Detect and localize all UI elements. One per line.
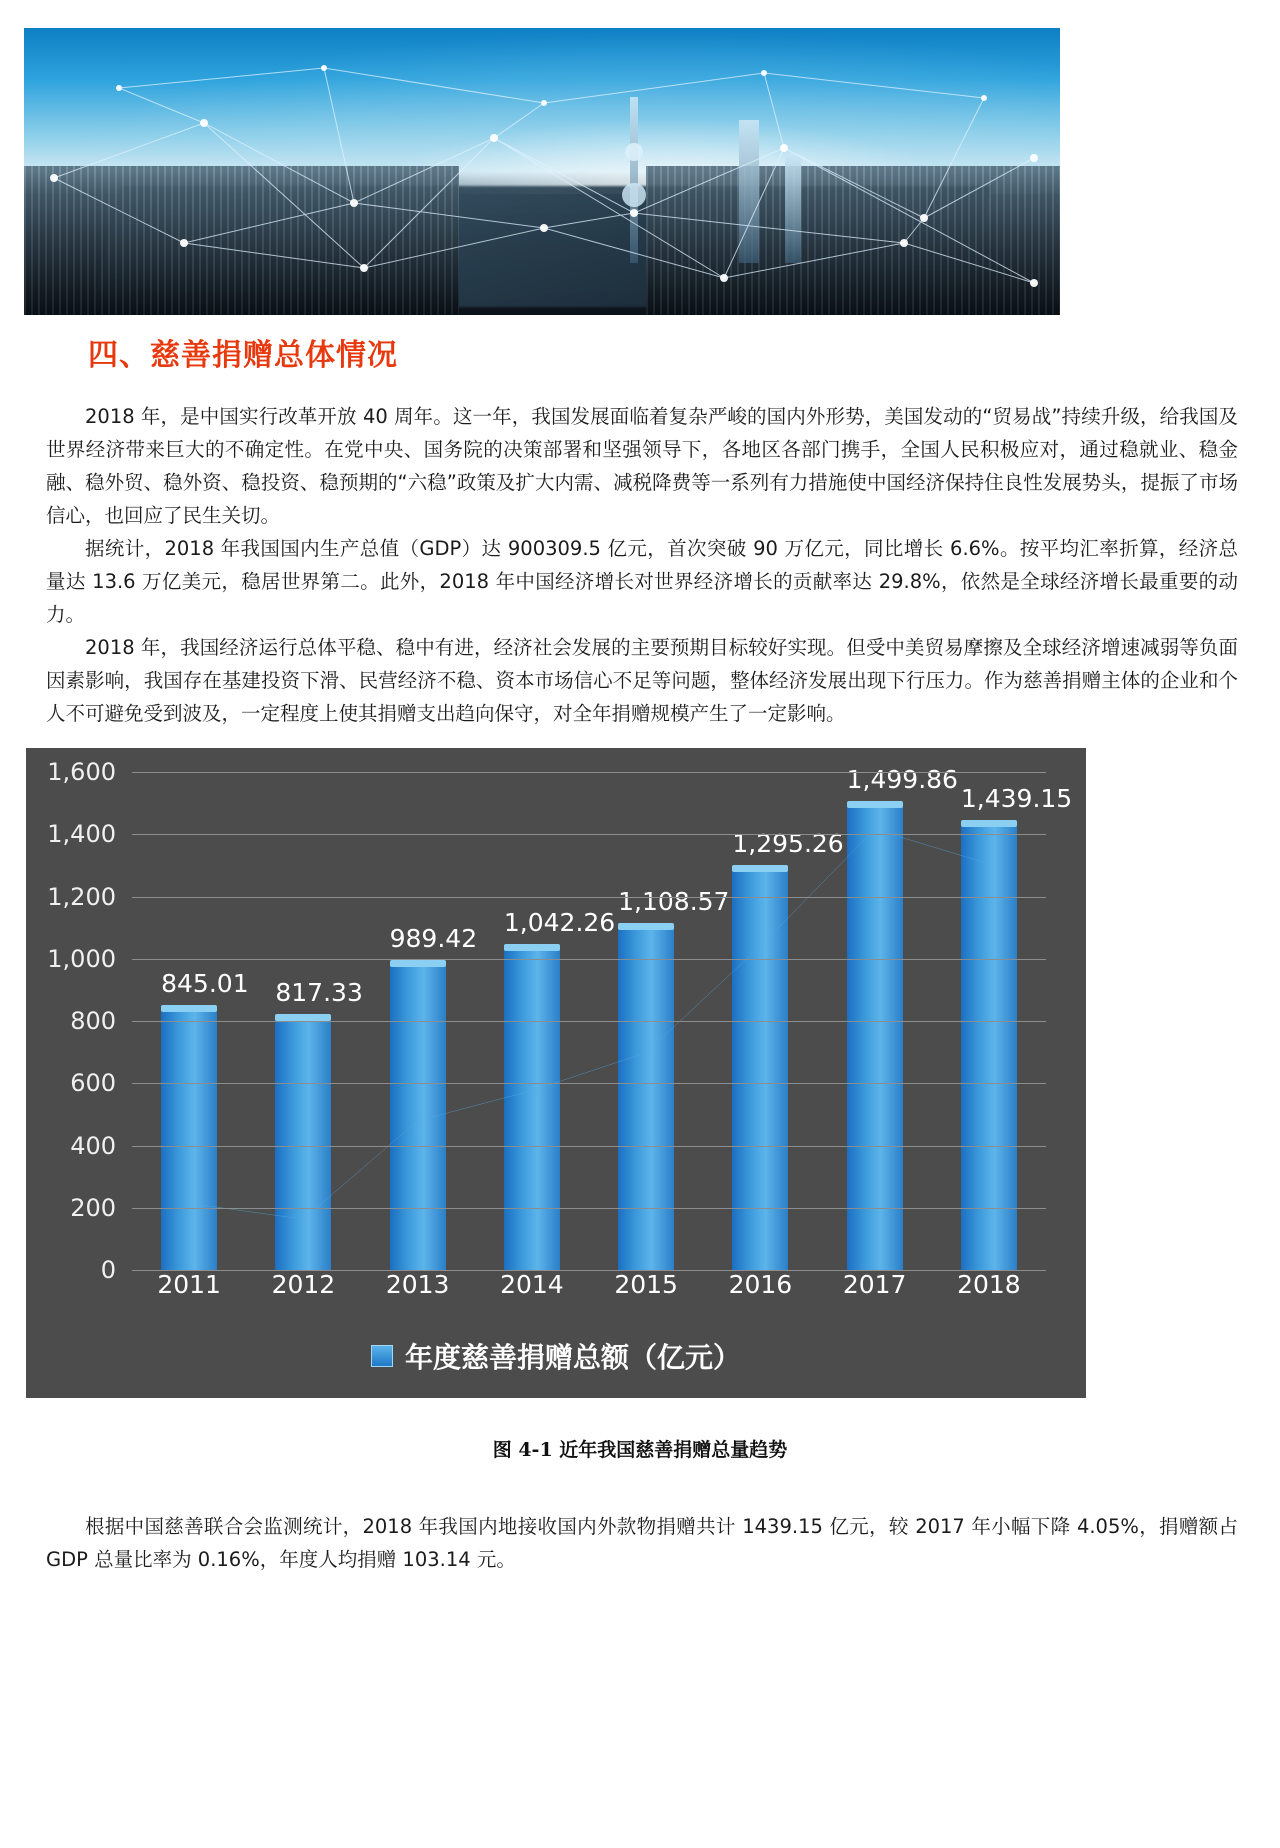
y-tick-label: 200 [70,1193,116,1222]
bar-cap [961,820,1017,827]
gridline [132,1021,1046,1022]
x-tick-label: 2018 [957,1270,1021,1299]
y-tick-label: 1,600 [47,758,116,786]
bar-value-label: 1,042.26 [503,907,616,937]
x-tick-label: 2011 [157,1270,221,1299]
x-axis [132,1270,1046,1312]
plot-area [132,765,1073,1270]
bar-cap [161,1005,217,1012]
bar-value-label: 1,499.86 [846,765,958,795]
paragraph-4: 根据中国慈善联合会监测统计，2018 年我国内地接收国内外款物捐赠共计 1439.15 亿元，较 2017 年小幅下降 4.05%，捐赠额占 GDP 总量比率为 0.16%，年度人均捐赠 103.14 元。 [46,1515,1238,1571]
bar-cap [275,1014,331,1021]
bar-value-label: 817.33 [275,977,363,1007]
paragraph-1: 2018 年，是中国实行改革开放 40 周年。这一年，我国发展面临着复杂严峻的国内外形势，美国发动的“贸易战”持续升级，给我国及世界经济带来巨大的不确定性。在党中央、国务院的决策部署和坚强领导下，各地区各部门携手，全国人民积极应对，通过稳就业、稳金融、稳外贸、稳外资、稳投资、稳预期的“六稳”政策及扩大内需、减税降费等一系列有力措施使中国经济保持住良性发展势头，提振了市场信心，也回应了民生关切。 [46,405,1238,527]
hero-city-image [24,28,1060,315]
bar-value-label: 1,295.26 [732,828,844,858]
paragraph-3: 2018 年，我国经济运行总体平稳、稳中有进，经济社会发展的主要预期目标较好实现。但受中美贸易摩擦及全球经济增速减弱等负面因素影响，我国存在基建投资下滑、民营经济不稳、资本市场信心不足等问题，整体经济发展出现下行压力。作为慈善捐赠主体的企业和个人不可避免受到波及，一定程度上使其捐赠支出趋向保守，对全年捐赠规模产生了一定影响。 [46,636,1238,725]
gridline [132,834,1046,835]
gridline [132,897,1046,898]
y-tick-label: 1,200 [47,882,116,911]
gridline [132,959,1046,960]
section-heading: 四、慈善捐赠总体情况 [88,338,398,373]
y-tick-label: 800 [70,1007,116,1035]
bar [732,828,844,1270]
bar [618,886,730,1270]
body-text-block [46,400,1238,730]
bar [275,977,363,1270]
legend-label: 年度慈善捐赠总额（亿元） [404,1341,741,1374]
paragraph-2: 据统计，2018 年我国国内生产总值（GDP）达 900309.5 亿元，首次突破 90 万亿元，同比增长 6.6%。按平均汇率折算，经济总量达 13.6 万亿美元，稳居世界第二。此外，2018 年中国经济增长对世界经济增长的贡献率达 29.8%，依然是全球经济增长最重要的动力。 [46,537,1238,626]
bar-value-label: 845.01 [161,969,249,998]
y-tick-label: 1,000 [47,944,116,973]
bar [846,765,958,1270]
y-tick-label: 400 [70,1131,116,1160]
x-tick-label: 2014 [500,1270,564,1299]
bar [960,784,1073,1270]
bar [389,924,478,1270]
bar-value-label: 989.42 [389,924,478,954]
x-tick-label: 2016 [728,1270,793,1299]
bar-cap [618,923,674,930]
gridline [132,1083,1046,1084]
bar-cap [504,944,560,951]
gridline [132,772,1046,773]
bar [161,969,249,1270]
y-tick-label: 1,400 [47,820,116,849]
legend-swatch-icon [371,1345,393,1367]
y-tick-label: 0 [100,1256,116,1284]
body-text-block-2 [46,1510,1238,1576]
chart-legend [26,1336,1086,1376]
bar-value-label: 1,108.57 [618,886,730,916]
network-overlay-icon [24,28,1060,315]
x-tick-label: 2012 [271,1270,336,1299]
y-axis [26,758,126,1284]
gridline [132,1208,1046,1209]
y-tick-label: 600 [70,1069,116,1098]
figure-caption: 图 4-1 近年我国慈善捐赠总量趋势 [492,1439,788,1461]
gridline [132,1146,1046,1147]
bar-value-label: 1,439.15 [960,784,1073,814]
donation-trend-chart [26,748,1086,1398]
x-tick-label: 2013 [385,1270,450,1299]
x-tick-label: 2017 [842,1270,907,1299]
x-tick-label: 2015 [614,1270,678,1299]
bar [503,907,616,1270]
bar-cap [847,801,903,808]
bar-cap [732,865,788,872]
bar-cap [390,960,446,967]
